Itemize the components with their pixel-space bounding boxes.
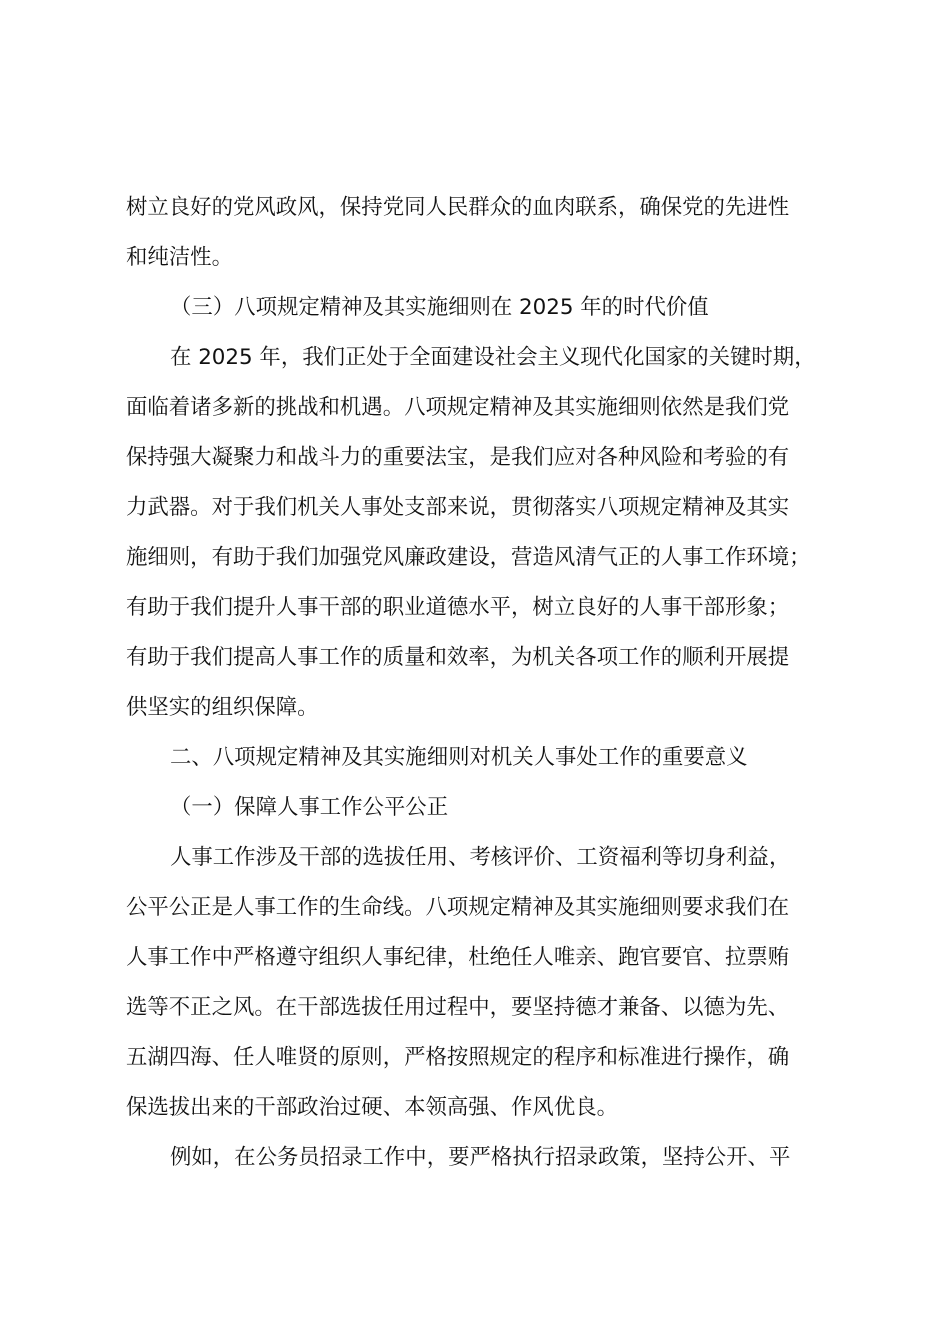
text-line: 人事工作中严格遵守组织人事纪律，杜绝任人唯亲、跑官要官、拉票贿 [126, 945, 790, 970]
text-line: 面临着诸多新的挑战和机遇。八项规定精神及其实施细则依然是我们党 [126, 395, 790, 420]
paragraph-p5 [126, 783, 836, 833]
text-line: 有助于我们提高人事工作的质量和效率，为机关各项工作的顺利开展提 [126, 645, 790, 670]
paragraph-p4 [126, 733, 836, 783]
paragraph-p6 [126, 833, 836, 1133]
document-body [126, 183, 836, 1183]
text-line: 供坚实的组织保障。 [126, 695, 319, 720]
text-line: 有助于我们提升人事干部的职业道德水平，树立良好的人事干部形象； [126, 595, 790, 620]
text-line: 选等不正之风。在干部选拔任用过程中，要坚持德才兼备、以德为先、 [126, 995, 790, 1020]
text-line: （三）八项规定精神及其实施细则在 2025 年的时代价值 [170, 295, 709, 320]
text-line: 公平公正是人事工作的生命线。八项规定精神及其实施细则要求我们在 [126, 895, 790, 920]
paragraph-p7 [126, 1133, 836, 1183]
paragraph-p1 [126, 183, 836, 283]
text-line: 二、八项规定精神及其实施细则对机关人事处工作的重要意义 [170, 745, 748, 770]
text-line: 保选拔出来的干部政治过硬、本领高强、作风优良。 [126, 1095, 618, 1120]
text-line: 保持强大凝聚力和战斗力的重要法宝，是我们应对各种风险和考验的有 [126, 445, 790, 470]
paragraph-p2 [126, 283, 836, 333]
paragraph-p3 [126, 333, 836, 733]
text-line: 和纯洁性。 [126, 245, 233, 270]
text-line: 五湖四海、任人唯贤的原则，严格按照规定的程序和标准进行操作，确 [126, 1045, 790, 1070]
text-line: 树立良好的党风政风，保持党同人民群众的血肉联系，确保党的先进性 [126, 195, 790, 220]
text-line: 人事工作涉及干部的选拔任用、考核评价、工资福利等切身利益， [170, 845, 791, 870]
text-line: （一）保障人事工作公平公正 [170, 795, 449, 820]
text-line: 施细则，有助于我们加强党风廉政建设，营造风清气正的人事工作环境； [126, 545, 811, 570]
text-line: 力武器。对于我们机关人事处支部来说，贯彻落实八项规定精神及其实 [126, 495, 790, 520]
text-line: 在 2025 年，我们正处于全面建设社会主义现代化国家的关键时期， [170, 345, 816, 370]
text-line: 例如，在公务员招录工作中，要严格执行招录政策，坚持公开、平 [170, 1145, 791, 1170]
